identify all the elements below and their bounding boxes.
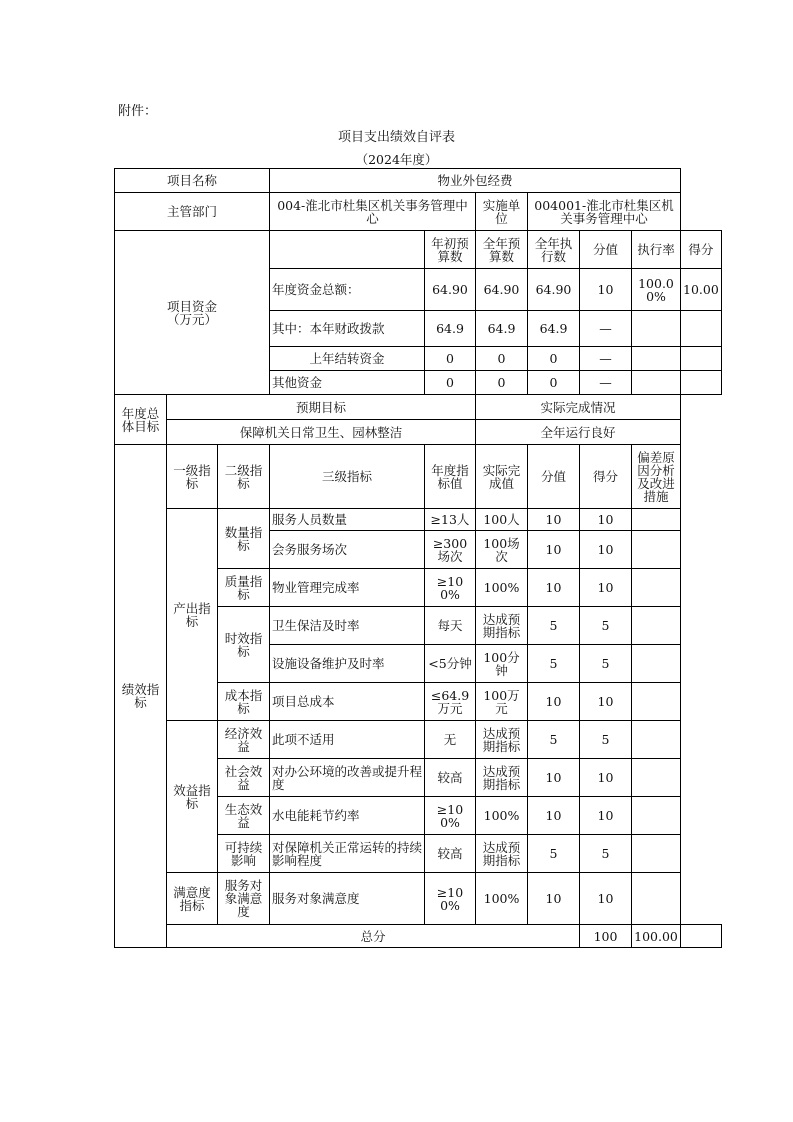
indicator-score-value: 5 xyxy=(528,607,580,645)
indicator-actual: 100分钟 xyxy=(476,645,528,683)
level2-economic: 经济效益 xyxy=(218,721,270,759)
actual-label: 实际完成情况 xyxy=(476,395,681,420)
funds-cell: 0 xyxy=(476,347,528,371)
indicator-name: 对保障机关正常运转的持续影响程度 xyxy=(270,835,425,873)
indicator-target: ≤64.9万元 xyxy=(425,683,476,721)
funds-row-label: 其他资金 xyxy=(270,371,425,395)
actual-result: 全年运行良好 xyxy=(476,420,681,445)
funds-cell: 0 xyxy=(425,371,476,395)
indicator-score: 10 xyxy=(580,509,632,531)
level2-service-satisfaction: 服务对象满意度 xyxy=(218,873,270,925)
funds-cell: 0 xyxy=(528,371,580,395)
funds-cell: 0 xyxy=(476,371,528,395)
total-score-value: 100 xyxy=(580,925,632,948)
funds-cell xyxy=(632,347,681,371)
indicator-target: ≥300场次 xyxy=(425,531,476,569)
indicator-name: 设施设备维护及时率 xyxy=(270,645,425,683)
indicator-note xyxy=(632,607,681,645)
indicator-score-value: 10 xyxy=(528,873,580,925)
funds-cell: 64.90 xyxy=(425,269,476,311)
indicator-header: 年度指标值 xyxy=(425,445,476,509)
indicator-score-value: 10 xyxy=(528,531,580,569)
project-name: 物业外包经费 xyxy=(270,169,681,193)
indicator-name: 服务人员数量 xyxy=(270,509,425,531)
evaluation-table xyxy=(114,168,722,948)
indicator-actual: 达成预期指标 xyxy=(476,835,528,873)
indicator-target: 每天 xyxy=(425,607,476,645)
total-label: 总分 xyxy=(167,925,580,948)
total-note xyxy=(681,925,722,948)
indicator-header: 得分 xyxy=(580,445,632,509)
indicator-name: 对办公环境的改善或提升程度 xyxy=(270,759,425,797)
impl-label: 实施单位 xyxy=(476,193,528,231)
indicator-note xyxy=(632,569,681,607)
indicator-score: 5 xyxy=(580,645,632,683)
indicator-header: 三级指标 xyxy=(270,445,425,509)
funds-cell: — xyxy=(580,347,632,371)
indicator-target: 较高 xyxy=(425,759,476,797)
indicator-target: 无 xyxy=(425,721,476,759)
indicator-actual: 100% xyxy=(476,873,528,925)
funds-row-label: 上年结转资金 xyxy=(270,347,425,371)
indicator-actual: 100% xyxy=(476,569,528,607)
indicator-score: 5 xyxy=(580,721,632,759)
funds-cell: — xyxy=(580,371,632,395)
goals-label: 年度总体目标 xyxy=(115,395,167,445)
indicator-note xyxy=(632,721,681,759)
funds-cell: 64.9 xyxy=(528,311,580,347)
indicator-score: 5 xyxy=(580,835,632,873)
indicator-actual: 达成预期指标 xyxy=(476,759,528,797)
funds-cell: 100.00% xyxy=(632,269,681,311)
funds-cell: 10.00 xyxy=(681,269,722,311)
indicators-label: 绩效指标 xyxy=(115,445,167,948)
indicator-header: 分值 xyxy=(528,445,580,509)
funds-cell xyxy=(681,347,722,371)
funds-cell: 0 xyxy=(528,347,580,371)
funds-label: 项目资金 （万元） xyxy=(115,231,270,395)
level2-quality: 质量指标 xyxy=(218,569,270,607)
funds-row-label: 年度资金总额： xyxy=(270,269,425,311)
level2-sustainable: 可持续影响 xyxy=(218,835,270,873)
indicator-name: 此项不适用 xyxy=(270,721,425,759)
indicator-header: 一级指标 xyxy=(167,445,218,509)
indicator-score-value: 5 xyxy=(528,645,580,683)
level2-ecological: 生态效益 xyxy=(218,797,270,835)
indicator-score: 10 xyxy=(580,569,632,607)
funds-cell: 64.90 xyxy=(476,269,528,311)
total-score: 100.00 xyxy=(632,925,681,948)
dept-value: 004-淮北市杜集区机关事务管理中心 xyxy=(270,193,476,231)
indicator-actual: 100人 xyxy=(476,509,528,531)
funds-header: 得分 xyxy=(681,231,722,269)
funds-row-label: 其中：本年财政拨款 xyxy=(270,311,425,347)
indicator-target: ≥100% xyxy=(425,569,476,607)
indicator-target: <5分钟 xyxy=(425,645,476,683)
indicator-target: ≥100% xyxy=(425,797,476,835)
indicator-target: ≥13人 xyxy=(425,509,476,531)
project-name-label: 项目名称 xyxy=(115,169,270,193)
page-title: 项目支出绩效自评表 xyxy=(337,130,455,145)
indicator-score: 10 xyxy=(580,873,632,925)
level2-timeliness: 时效指标 xyxy=(218,607,270,683)
indicator-note xyxy=(632,835,681,873)
indicator-header: 偏差原因分析及改进措施 xyxy=(632,445,681,509)
indicator-score: 5 xyxy=(580,607,632,645)
indicator-note xyxy=(632,509,681,531)
funds-cell: 10 xyxy=(580,269,632,311)
funds-cell: 64.90 xyxy=(528,269,580,311)
indicator-name: 物业管理完成率 xyxy=(270,569,425,607)
indicator-note xyxy=(632,531,681,569)
funds-cell: 0 xyxy=(425,347,476,371)
indicator-score: 10 xyxy=(580,759,632,797)
impl-value: 004001-淮北市杜集区机关事务管理中心 xyxy=(528,193,681,231)
year-subtitle: （2024年度） xyxy=(355,152,438,167)
indicator-score-value: 10 xyxy=(528,797,580,835)
indicator-score-value: 10 xyxy=(528,683,580,721)
funds-header-blank xyxy=(270,231,425,269)
level2-cost: 成本指标 xyxy=(218,683,270,721)
indicator-score-value: 10 xyxy=(528,569,580,607)
indicator-note xyxy=(632,759,681,797)
indicator-score: 10 xyxy=(580,797,632,835)
funds-cell: 64.9 xyxy=(476,311,528,347)
indicator-score-value: 10 xyxy=(528,759,580,797)
expected-label: 预期目标 xyxy=(167,395,476,420)
level2-social: 社会效益 xyxy=(218,759,270,797)
funds-cell xyxy=(681,311,722,347)
indicator-score: 10 xyxy=(580,531,632,569)
indicator-name: 卫生保洁及时率 xyxy=(270,607,425,645)
funds-cell: 64.9 xyxy=(425,311,476,347)
indicator-header: 实际完成值 xyxy=(476,445,528,509)
attachment-label: 附件： xyxy=(118,104,158,119)
indicator-score-value: 5 xyxy=(528,721,580,759)
indicator-actual: 100场次 xyxy=(476,531,528,569)
indicator-name: 会务服务场次 xyxy=(270,531,425,569)
indicator-note xyxy=(632,797,681,835)
indicator-header: 二级指标 xyxy=(218,445,270,509)
indicator-target: ≥100% xyxy=(425,873,476,925)
funds-header: 分值 xyxy=(580,231,632,269)
indicator-score-value: 10 xyxy=(528,509,580,531)
indicator-score-value: 5 xyxy=(528,835,580,873)
indicator-actual: 达成预期指标 xyxy=(476,607,528,645)
level1-satisfaction: 满意度指标 xyxy=(167,873,218,925)
funds-header: 执行率 xyxy=(632,231,681,269)
level1-output: 产出指标 xyxy=(167,509,218,721)
dept-label: 主管部门 xyxy=(115,193,270,231)
level1-benefit: 效益指标 xyxy=(167,721,218,873)
indicator-name: 服务对象满意度 xyxy=(270,873,425,925)
indicator-actual: 100% xyxy=(476,797,528,835)
expected-goal: 保障机关日常卫生、园林整洁 xyxy=(167,420,476,445)
funds-cell: — xyxy=(580,311,632,347)
level2-quantity: 数量指标 xyxy=(218,509,270,569)
funds-header: 年初预算数 xyxy=(425,231,476,269)
indicator-target: 较高 xyxy=(425,835,476,873)
indicator-actual: 100万元 xyxy=(476,683,528,721)
indicator-name: 项目总成本 xyxy=(270,683,425,721)
funds-cell xyxy=(632,311,681,347)
indicator-note xyxy=(632,645,681,683)
indicator-name: 水电能耗节约率 xyxy=(270,797,425,835)
funds-header: 全年执行数 xyxy=(528,231,580,269)
funds-header: 全年预算数 xyxy=(476,231,528,269)
indicator-actual: 达成预期指标 xyxy=(476,721,528,759)
indicator-note xyxy=(632,873,681,925)
indicator-note xyxy=(632,683,681,721)
indicator-score: 10 xyxy=(580,683,632,721)
funds-cell xyxy=(681,371,722,395)
funds-cell xyxy=(632,371,681,395)
